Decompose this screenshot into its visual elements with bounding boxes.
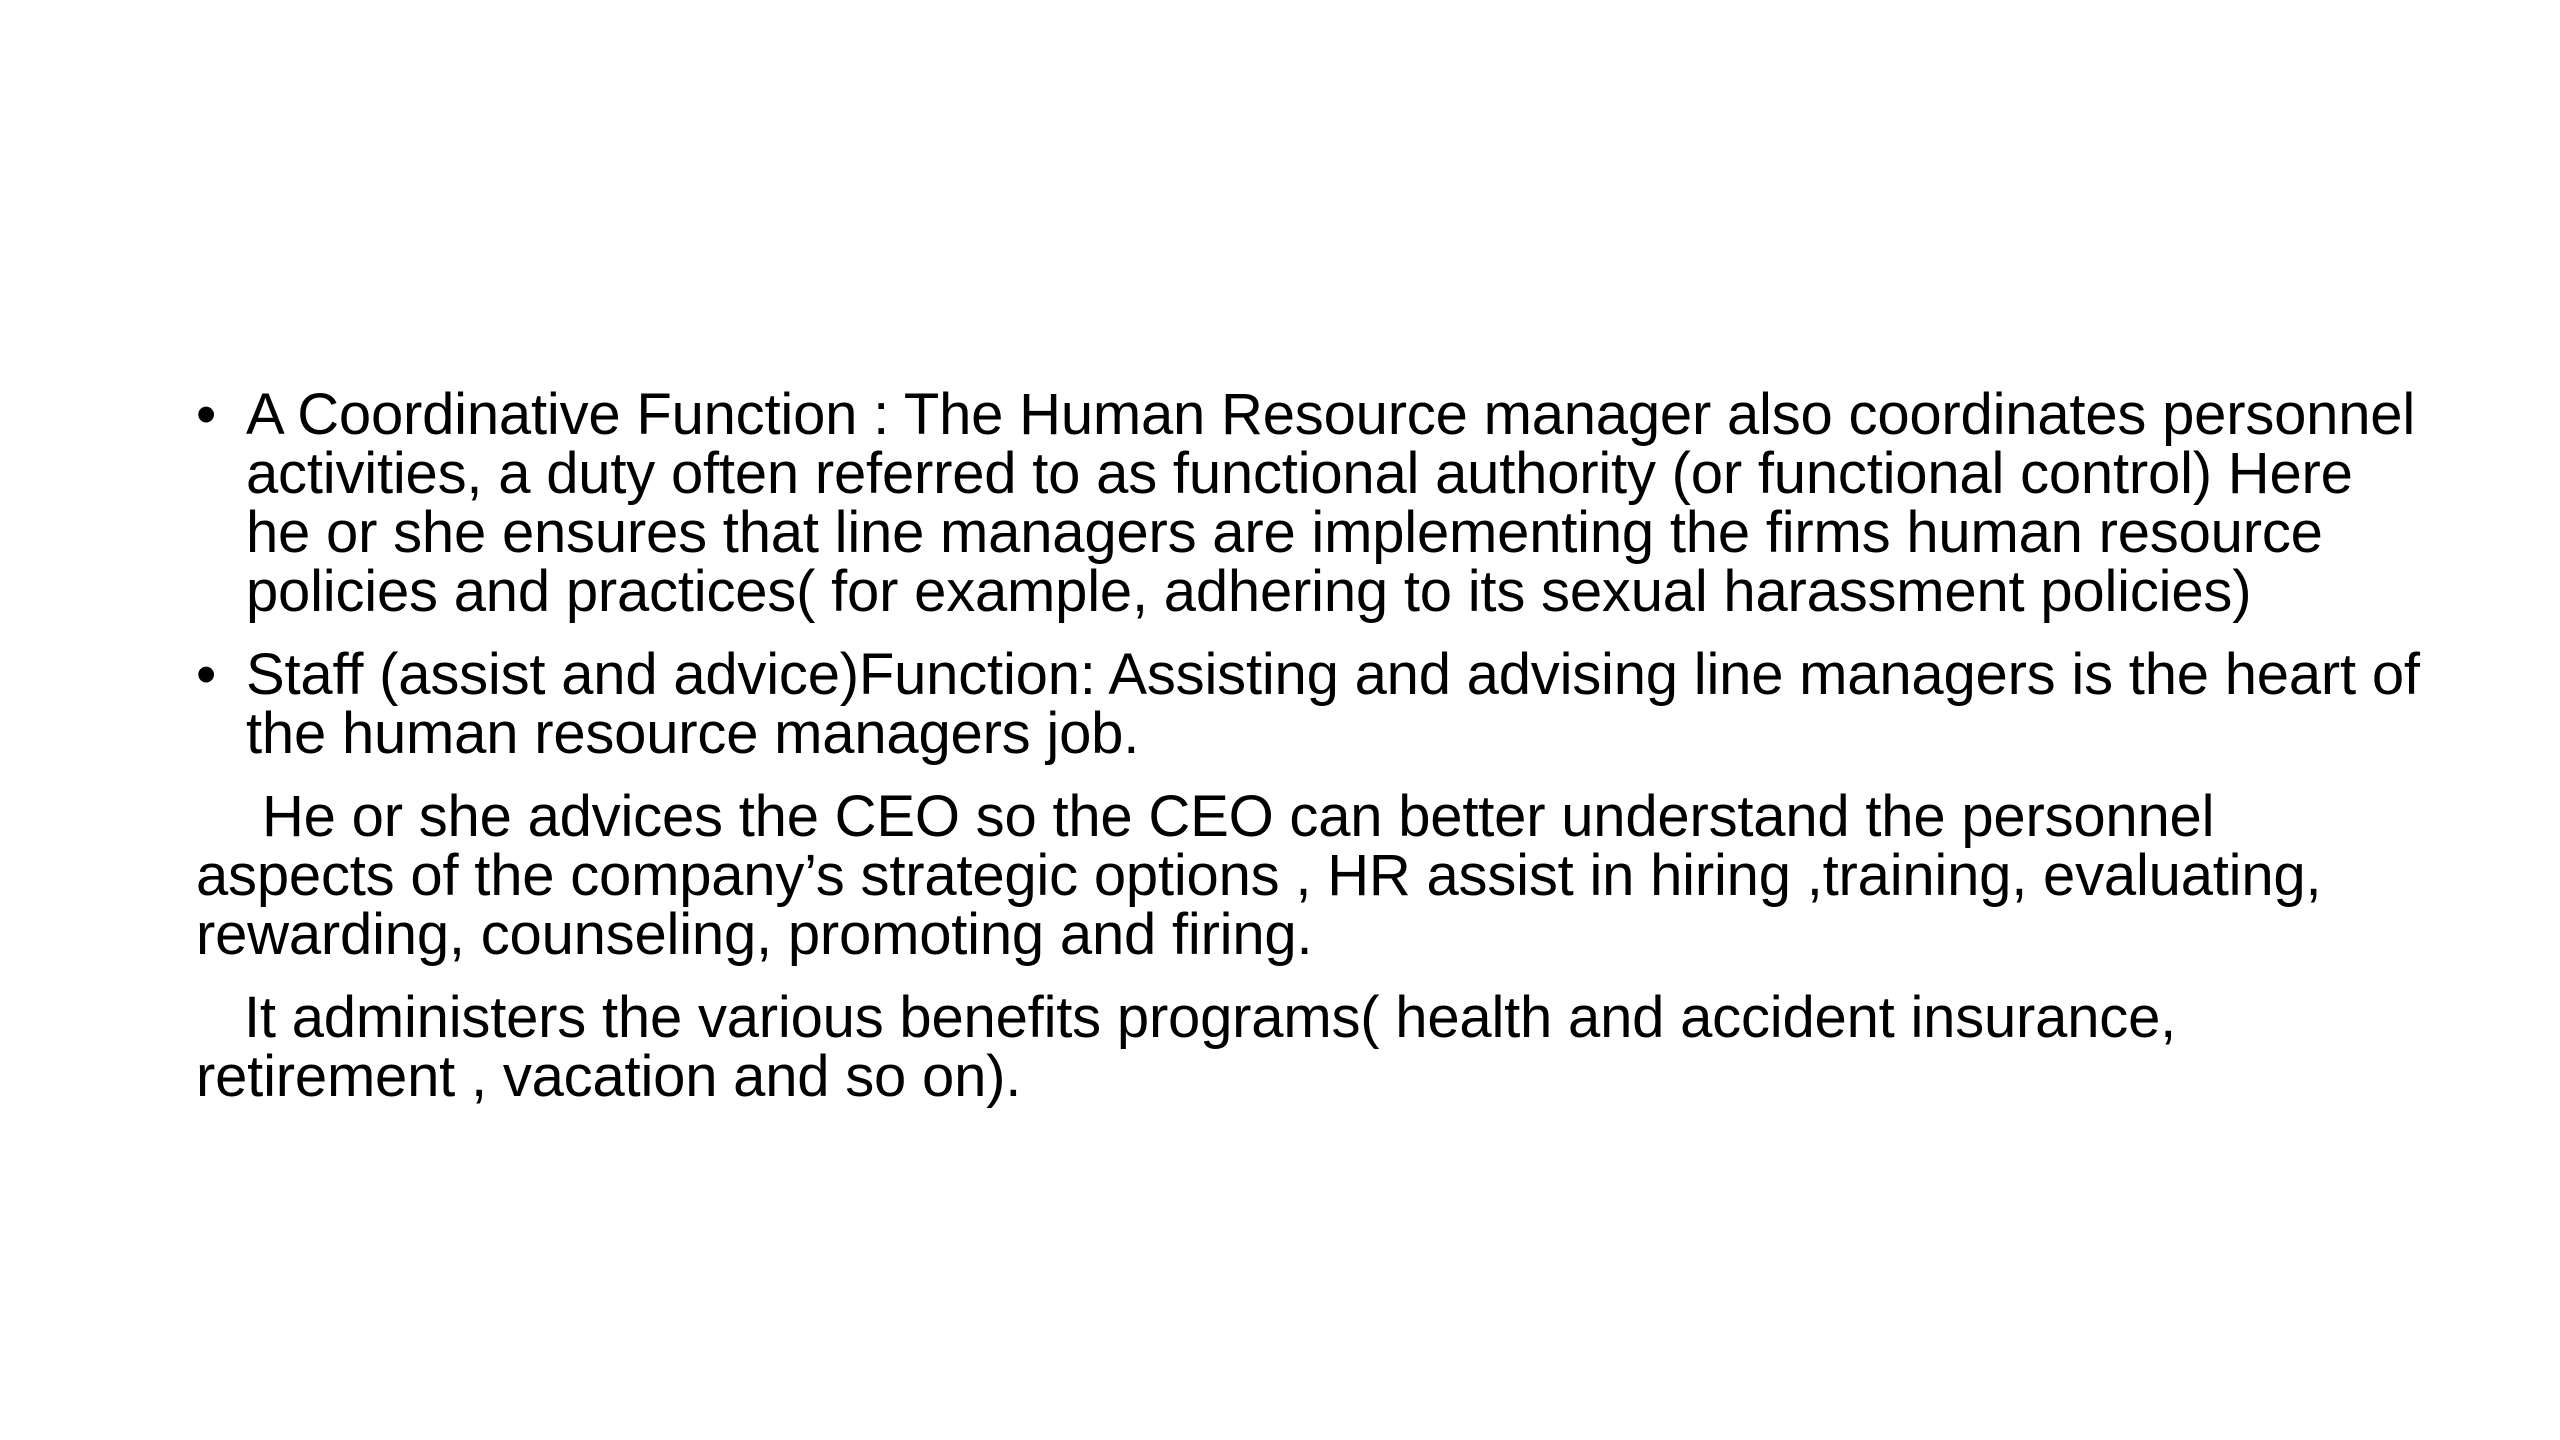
paragraph-ceo-advice: He or she advices the CEO so the CEO can better understand the personnel aspects of the company’s strategic options , HR assist in hiring ,training, evaluating, rewarding, counseling, promoting and firing.	[196, 784, 2322, 967]
bullet-text: Staff (assist and advice)Function: Assisting and advising line managers is the heart of the human resource managers job.	[246, 642, 2420, 766]
bullet-staff-function	[196, 642, 2426, 766]
bullet-text: A Coordinative Function : The Human Resource manager also coordinates personnel activities, a duty often referred to as functional authority (or functional control) Here he or she ensures that line managers are implementing the firms human resource policies and practices( for example, adhering to its sexual harassment policies)	[246, 382, 2416, 624]
bullet-marker: •	[196, 642, 217, 707]
paragraph-benefits-programs: It administers the various benefits programs( health and accident insurance, retirement , vacation and so on).	[196, 985, 2177, 1109]
slide-body	[196, 382, 2426, 1130]
bullet-coordinative-function	[196, 382, 2426, 624]
bullet-marker: •	[196, 382, 217, 447]
